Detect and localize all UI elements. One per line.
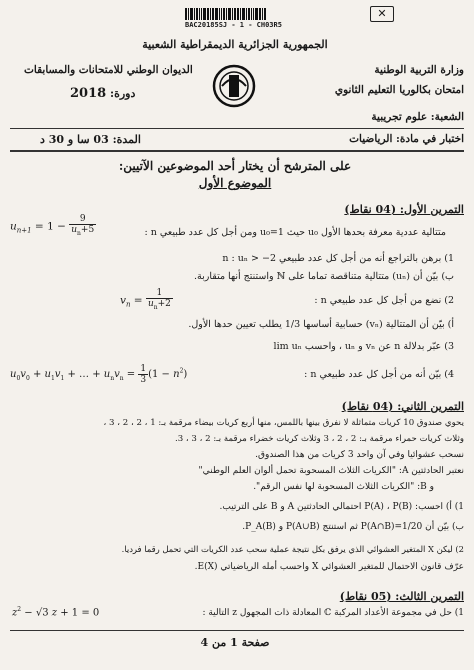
republic-title: الجمهورية الجزائرية الديمقراطية الشعبية xyxy=(142,38,328,51)
session xyxy=(70,86,135,101)
ex1-q1b: ب) بيّن أن (uₙ) متتالية متناقصة تماما على ℕ واستنتج أنها متقاربة. xyxy=(194,271,454,282)
duration-label: المدة: xyxy=(112,133,141,146)
topic-title: الموضوع الأول xyxy=(198,176,272,190)
subject xyxy=(349,133,464,145)
ex1-vn-def: $v_n$ = $\frac{1}{u_n+2}$ xyxy=(120,288,171,311)
intro: على المترشح أن يختار أحد الموضوعين الآتيين: xyxy=(118,159,352,173)
seal-logo xyxy=(212,64,256,112)
ex1-sum-formula: $u_0v_0 + u_1v_1$ + … + $u_nv_n$ = $\frac{1}{3}$ $(1 - n^2)$ xyxy=(10,364,188,385)
barcode-text: BAC20185SJ - 1 - CH03R5 xyxy=(185,21,282,29)
branch-label: الشعبة: xyxy=(430,111,464,123)
header-divider-1 xyxy=(10,128,464,129)
duration-value: 03 سا و 30 د xyxy=(40,133,109,146)
ex3-q1: 1) حل في مجموعة الأعداد المركبة ℂ المعادلة ذات المجهول z التالية : xyxy=(202,608,464,618)
ex1-q2: 2) نضع من أجل كل عدد طبيعي n : xyxy=(314,295,454,306)
ex2-p2: وثلاث كريات حمراء مرقمة بـ: 2 ، 2 ، 3 وثلاث كريات خضراء مرقمة بـ: 2 ، 3 ، 3. xyxy=(174,434,464,444)
ex1-q2a: أ) بيّن أن المتتالية (vₙ) حسابية أساسها 1/3 يطلب تعيين حدها الأول. xyxy=(188,319,454,330)
barcode-bars xyxy=(185,8,282,20)
page-number: صفحة 1 من 4 xyxy=(200,636,270,649)
header-divider-2 xyxy=(10,150,464,152)
session-label: دورة: xyxy=(110,87,136,100)
branch xyxy=(371,111,464,123)
ex1-q3: 3) عبّر بدلالة n عن vₙ و uₙ ، واحسب lim uₙ xyxy=(273,341,454,352)
ex1-q4: 4) بيّن أنه من أجل كل عدد طبيعي n : xyxy=(304,369,454,380)
close-icon[interactable]: ✕ xyxy=(370,6,394,22)
ex3-equation: $z^2 - √3$ z + 1 = 0 xyxy=(12,606,100,619)
barcode xyxy=(185,8,282,29)
duration xyxy=(40,133,141,146)
subject-label: اختبار في مادة: xyxy=(396,133,464,145)
ex2-p1: يحوي صندوق 10 كريات متماثلة لا نفرق بينها باللمس، منها أربع كريات بيضاء مرقمة بـ: 1 ، 2 ، 2 ، 3 ، xyxy=(103,418,464,428)
ex1-recurrence: $u_{n+1} = 1$ − $\frac{9}{u_n+5}$ xyxy=(10,214,95,237)
ex1-q1a: 1) برهن بالتراجع أنه من أجل كل عدد طبيعي n : uₙ > −2 xyxy=(222,253,454,264)
ex2-q2b: عرّف قانون الاحتمال للمتغير العشوائي X واحسب أمله الرياضياتي E(X). xyxy=(194,562,464,572)
exam-name: امتحان بكالوريا التعليم الثانوي xyxy=(334,84,464,96)
ex2-q1: 1) أ) احسب: P(A) ، P(B) احتمالي الحادثتين A و B على الترتيب. xyxy=(219,502,464,512)
ex2-q1b: ب) بيّن أن P(A∩B)=1/20 ثم استنتج P(A∪B) و P_A(B). xyxy=(242,522,464,532)
ex2-q2: 2) ليكن X المتغير العشوائي الذي يرفق بكل نتيجة عملية سحب عدد الكريات التي تحمل رقما فرديا. xyxy=(121,544,464,554)
footer-divider xyxy=(10,630,464,631)
ex3-title: التمرين الثالث: (05 نقاط) xyxy=(339,590,464,603)
ex2-title: التمرين الثاني: (04 نقاط) xyxy=(341,400,464,413)
ministry: وزارة التربية الوطنية xyxy=(374,64,464,76)
ex2-p3: نسحب عشوائيا وفي آن واحد 3 كريات من هذا الصندوق. xyxy=(255,450,464,460)
session-year: 2018 xyxy=(70,86,107,101)
office: الديوان الوطني للامتحانات والمسابقات xyxy=(24,64,193,76)
ex2-p5: و B: "الكريات الثلاث المسحوبة لها نفس الرقم". xyxy=(253,482,434,492)
branch-value: علوم تجريبية xyxy=(371,111,428,123)
ex1-title: التمرين الأول: (04 نقاط) xyxy=(344,203,464,216)
ex2-p4: نعتبر الحادثتين A: "الكريات الثلاث المسحوبة تحمل ألوان العلم الوطني" xyxy=(198,466,464,476)
subject-value: الرياضيات xyxy=(349,133,393,145)
ex1-line1: متتالية عددية معرفة بحدها الأول u₀ حيث u₀=1 ومن أجل كل عدد طبيعي n : xyxy=(144,227,446,238)
